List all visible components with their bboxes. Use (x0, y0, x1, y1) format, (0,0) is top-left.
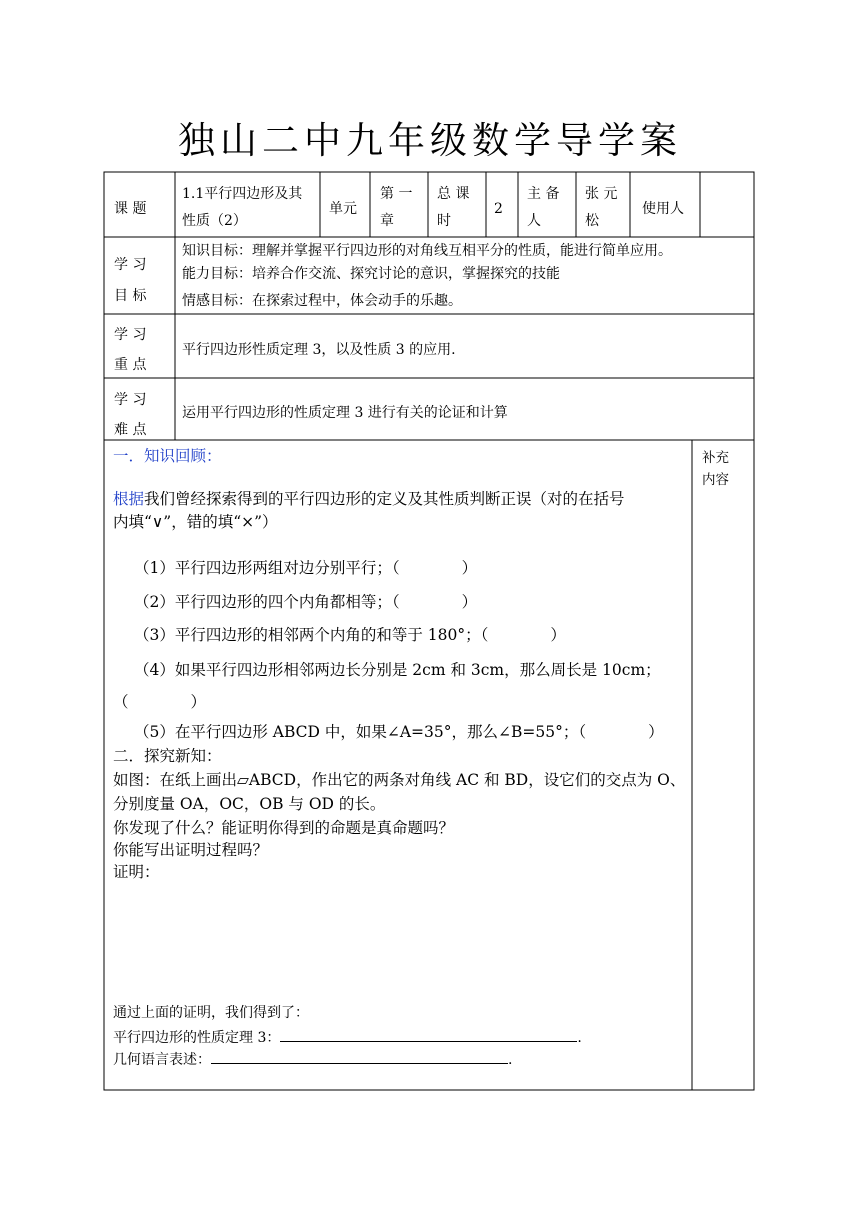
review-intro-prefix: 根据 (113, 490, 145, 508)
unit-label: 单元 (329, 201, 357, 217)
review-item: （4）如果平行四边形相邻两边长分别是 2cm 和 3cm，那么周长是 10cm； (134, 661, 661, 679)
key-points-label-line1: 学 习 (114, 327, 147, 343)
topic-label: 课 题 (114, 201, 147, 217)
preparer-value-line1: 张 元 (585, 186, 618, 202)
explore-line3: 你发现了什么？能证明你得到的命题是真命题吗？ (113, 819, 455, 837)
topic-value-line1: 1.1平行四边形及其 (182, 186, 303, 202)
review-intro-line2: 内填“∨”，错的填“×”） (113, 513, 278, 531)
proof-label: 证明： (113, 863, 160, 881)
geometry-period: . (508, 1052, 513, 1068)
side-note-line2: 内容 (702, 472, 729, 488)
geometry-blank[interactable] (211, 1049, 508, 1064)
explore-line1: 如图：在纸上画出▱ABCD，作出它的两条对角线 AC 和 BD，设它们的交点为 O、 (113, 771, 686, 789)
review-item: （1）平行四边形两组对边分别平行；（ ） (134, 559, 478, 577)
theorem-blank[interactable] (280, 1027, 577, 1042)
lessons-value: 2 (494, 201, 503, 217)
lessons-label-line1: 总 课 (437, 186, 470, 202)
preparer-label-line2: 人 (527, 213, 541, 229)
explore-line2: 分别度量 OA，OC，OB 与 OD 的长。 (113, 795, 386, 813)
review-heading: 一．知识回顾： (113, 447, 222, 465)
difficulties-label-line1: 学 习 (114, 392, 147, 408)
review-item: （ ） (113, 693, 207, 711)
theorem-label: 平行四边形的性质定理 3： (113, 1030, 281, 1046)
page-title: 独山二中九年级数学导学案 (178, 119, 682, 162)
goals-label-line1: 学 习 (114, 257, 147, 273)
preparer-label-line1: 主 备 (527, 186, 560, 202)
explore-heading: 二．探究新知： (113, 747, 222, 765)
goals-label-line2: 目 标 (114, 288, 147, 304)
goal-ability: 能力目标：培养合作交流、探究讨论的意识，掌握探究的技能 (182, 266, 560, 282)
conclusion-intro: 通过上面的证明，我们得到了： (113, 1005, 309, 1021)
difficulties-text: 运用平行四边形的性质定理 3 进行有关的论证和计算 (182, 405, 508, 421)
preparer-value-line2: 松 (585, 213, 599, 229)
lessons-label-line2: 时 (437, 213, 451, 229)
review-item: （2）平行四边形的四个内角都相等；（ ） (134, 593, 478, 611)
theorem-line (113, 1027, 582, 1047)
review-intro-rest: 我们曾经探索得到的平行四边形的定义及其性质判断正误（对的在括号 (144, 490, 625, 508)
explore-line4: 你能写出证明过程吗？ (113, 841, 269, 859)
theorem-period: . (577, 1030, 582, 1046)
side-note-line1: 补充 (702, 450, 729, 466)
topic-value-line2: 性质（2） (182, 213, 247, 229)
chapter-line1: 第 一 (380, 186, 413, 202)
key-points-label-line2: 重 点 (114, 357, 147, 373)
review-intro (113, 489, 625, 509)
user-label: 使用人 (642, 201, 684, 217)
review-item: （5）在平行四边形 ABCD 中，如果∠A=35°，那么∠B=55°；（ ） (134, 723, 664, 741)
goal-knowledge: 知识目标：理解并掌握平行四边形的对角线互相平分的性质，能进行简单应用。 (182, 243, 672, 259)
chapter-line2: 章 (380, 213, 394, 229)
geometry-line (113, 1049, 512, 1069)
geometry-label: 几何语言表述： (113, 1052, 211, 1068)
difficulties-label-line2: 难 点 (114, 422, 147, 438)
review-item: （3）平行四边形的相邻两个内角的和等于 180°；（ ） (134, 626, 566, 644)
key-points-text: 平行四边形性质定理 3，以及性质 3 的应用. (182, 342, 456, 358)
goal-emotion: 情感目标：在探索过程中，体会动手的乐趣。 (182, 293, 462, 309)
